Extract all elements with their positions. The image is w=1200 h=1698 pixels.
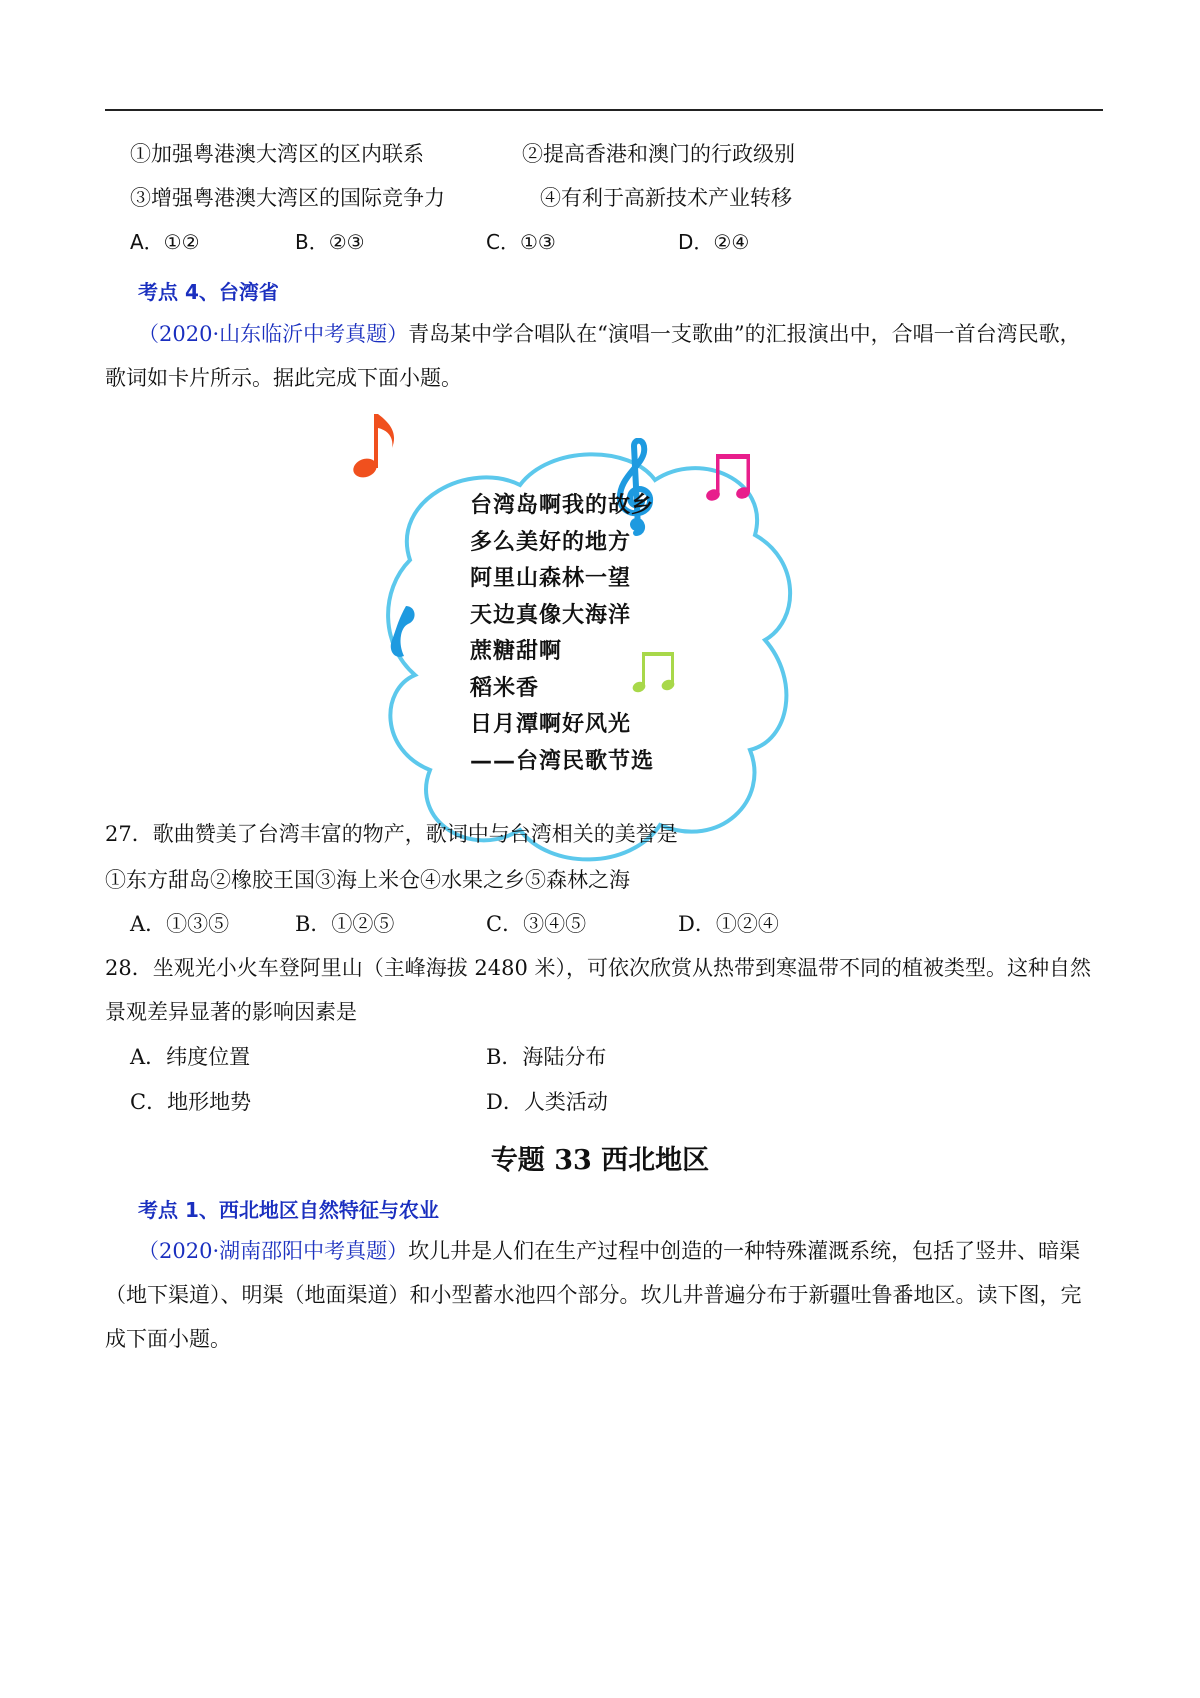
q28-option-a: A．纬度位置 (130, 1045, 251, 1069)
lyric-line: 日月潭啊好风光 (470, 712, 632, 737)
prev-option-a: A．①② (130, 230, 200, 254)
lyric-line: 阿里山森林一望 (470, 566, 632, 591)
header-rule (105, 109, 1103, 111)
lyric-line: 台湾岛啊我的故乡 (470, 493, 655, 518)
q28-option-b: B．海陆分布 (486, 1045, 607, 1069)
statement-1: ①加强粤港澳大湾区的区内联系 (130, 142, 424, 166)
q27-items: ①东方甜岛②橡胶王国③海上米仓④水果之乡⑤森林之海 (105, 868, 630, 892)
blue-note-icon (384, 600, 420, 670)
lyric-line: ——台湾民歌节选 (470, 748, 655, 774)
lyric-line: 多么美好的地方 (470, 529, 632, 555)
topic33-intro-line1 (138, 1237, 1080, 1265)
prev-option-d: D．②④ (678, 230, 750, 254)
topic33-intro-line2: （地下渠道）、明渠（地面渠道）和小型蓄水池四个部分。坎儿井普遍分布于新疆吐鲁番地区。读下图，完 (105, 1283, 1082, 1307)
topic33-heading: 考点 1、西北地区自然特征与农业 (138, 1198, 439, 1222)
q27-option-c: C．③④⑤ (486, 912, 587, 936)
q28-option-d: D．人类活动 (486, 1090, 608, 1114)
q28-option-c: C．地形地势 (130, 1090, 252, 1114)
lyric-line: 稻米香 (470, 675, 540, 701)
prev-option-b: B．②③ (295, 230, 365, 254)
section4-source: （2020·山东临沂中考真题） (138, 322, 409, 346)
section4-heading: 考点 4、台湾省 (138, 280, 279, 304)
q28-stem-line1: 28．坐观光小火车登阿里山（主峰海拔 2480 米），可依次欣赏从热带到寒温带不同的植被类型。这种自然 (105, 956, 1092, 980)
q27-option-a: A．①③⑤ (130, 912, 230, 936)
topic33-intro-text: 坎儿井是人们在生产过程中创造的一种特殊灌溉系统，包括了竖井、暗渠 (408, 1239, 1081, 1263)
section4-intro-line1 (138, 320, 1081, 348)
topic33-source: （2020·湖南邵阳中考真题） (138, 1239, 409, 1263)
prev-option-c: C．①③ (486, 230, 556, 254)
statement-3: ③增强粤港澳大湾区的国际竞争力 (130, 186, 445, 210)
song-lyrics (470, 488, 654, 780)
q27-option-b: B．①②⑤ (295, 912, 395, 936)
q28-stem-line2: 景观差异显著的影响因素是 (105, 1000, 357, 1024)
statement-4: ④有利于高新技术产业转移 (540, 186, 792, 210)
lyric-line: 蔗糖甜啊 (470, 639, 563, 664)
section4-intro-text: 青岛某中学合唱队在“演唱一支歌曲”的汇报演出中，合唱一首台湾民歌， (408, 322, 1081, 346)
q27-option-d: D．①②④ (678, 912, 779, 936)
topic33-intro-line3: 成下面小题。 (105, 1327, 231, 1351)
lyric-line: 天边真像大海洋 (470, 602, 632, 628)
q27-stem: 27．歌曲赞美了台湾丰富的物产，歌词中与台湾相关的美誉是 (105, 822, 678, 846)
topic-title: 专题 33 西北地区 (490, 1145, 710, 1176)
section4-intro-line2: 歌词如卡片所示。据此完成下面小题。 (105, 366, 462, 390)
music-note-icon (350, 408, 400, 480)
beamed-notes-icon (706, 448, 754, 504)
statement-2: ②提高香港和澳门的行政级别 (522, 142, 795, 166)
